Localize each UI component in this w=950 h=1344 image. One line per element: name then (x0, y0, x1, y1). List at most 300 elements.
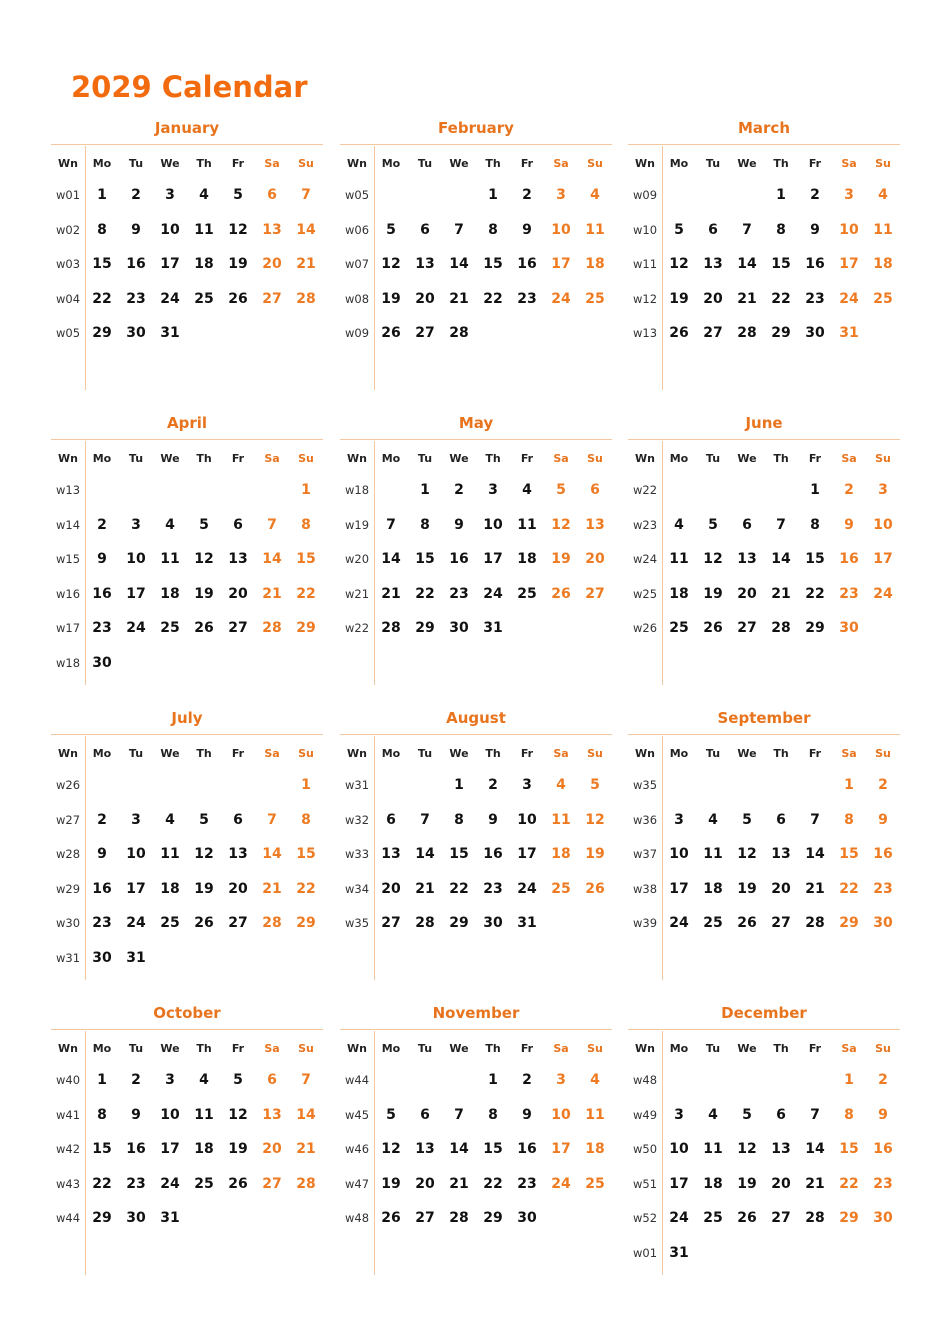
weekday-header: Tu (417, 452, 433, 465)
day-cell: 4 (199, 187, 209, 203)
day-cell: 5 (556, 482, 566, 498)
week-number: w12 (632, 291, 658, 306)
day-cell: 17 (160, 256, 180, 273)
day-cell: 15 (483, 256, 503, 273)
day-cell: 27 (262, 1175, 282, 1192)
day-cell: 4 (199, 1072, 209, 1088)
weekday-header: Sa (264, 747, 280, 760)
day-cell: 28 (805, 1210, 825, 1227)
day-cell: 2 (131, 187, 141, 203)
month-july (51, 707, 323, 979)
weekday-header: Mo (92, 747, 112, 760)
week-number: w31 (55, 951, 81, 965)
day-cell: 17 (669, 880, 689, 897)
day-cell: 2 (810, 187, 820, 203)
day-cell: 25 (703, 1210, 723, 1227)
day-cell: 8 (844, 811, 854, 828)
day-cell: 24 (873, 585, 893, 602)
week-number: w03 (55, 257, 81, 272)
day-cell: 1 (776, 187, 786, 203)
day-cell: 16 (873, 846, 893, 863)
day-cell: 4 (590, 187, 600, 203)
day-cell: 31 (160, 1210, 180, 1227)
week-number: w01 (55, 188, 81, 202)
weekday-header: Wn (58, 1042, 78, 1055)
weekday-header: Fr (520, 157, 534, 170)
day-cell: 18 (160, 880, 180, 897)
day-cell: 31 (839, 325, 859, 342)
day-cell: 4 (165, 516, 175, 533)
weekday-header: Fr (808, 747, 822, 760)
month-march (628, 117, 900, 389)
day-cell: 9 (454, 516, 464, 533)
day-cell: 12 (669, 256, 689, 273)
day-cell: 24 (517, 880, 537, 897)
day-cell: 19 (703, 585, 723, 602)
day-cell: 21 (262, 585, 282, 602)
day-cell: 23 (517, 1175, 537, 1192)
day-cell: 25 (551, 880, 571, 897)
day-cell: 25 (703, 915, 723, 932)
weekday-header: Th (196, 1042, 212, 1055)
day-cell: 27 (737, 620, 757, 637)
week-number: w48 (344, 1211, 370, 1226)
day-cell: 6 (233, 516, 243, 533)
day-cell: 18 (160, 585, 180, 602)
day-cell: 20 (415, 1175, 435, 1192)
day-cell: 7 (386, 516, 396, 533)
week-number: w44 (344, 1073, 370, 1087)
day-cell: 28 (449, 325, 469, 342)
day-cell: 7 (454, 1106, 464, 1123)
day-cell: 1 (454, 777, 464, 793)
month-name: July (171, 709, 203, 727)
weekday-header: Fr (520, 1042, 534, 1055)
weekday-header: Th (485, 747, 501, 760)
weekday-header: Th (196, 157, 212, 170)
day-cell: 10 (483, 516, 503, 533)
weekday-header: Sa (553, 1042, 569, 1055)
day-cell: 12 (703, 551, 723, 568)
weekday-header: Mo (92, 452, 112, 465)
day-cell: 27 (228, 620, 248, 637)
week-number: w09 (632, 188, 658, 202)
day-cell: 26 (669, 325, 689, 342)
day-cell: 9 (522, 221, 532, 238)
week-number: w20 (344, 552, 370, 567)
day-cell: 18 (585, 256, 605, 273)
day-cell: 22 (839, 880, 859, 897)
month-name: August (446, 709, 506, 727)
header-divider (628, 144, 900, 145)
weekday-header: Su (875, 157, 891, 170)
day-cell: 3 (674, 1106, 684, 1123)
day-cell: 5 (742, 811, 752, 828)
day-cell: 18 (669, 585, 689, 602)
day-cell: 15 (839, 1141, 859, 1158)
header-divider (628, 734, 900, 735)
week-number: w46 (344, 1142, 370, 1157)
day-cell: 2 (454, 482, 464, 498)
day-cell: 26 (703, 620, 723, 637)
day-cell: 28 (449, 1210, 469, 1227)
week-number: w13 (632, 326, 658, 341)
day-cell: 30 (839, 620, 859, 637)
day-cell: 7 (776, 516, 786, 533)
day-cell: 29 (92, 1210, 112, 1227)
day-cell: 19 (228, 1141, 248, 1158)
day-cell: 22 (296, 880, 316, 897)
day-cell: 29 (415, 620, 435, 637)
day-cell: 14 (262, 551, 282, 568)
day-cell: 7 (267, 516, 277, 533)
day-cell: 18 (585, 1141, 605, 1158)
day-cell: 16 (839, 551, 859, 568)
day-cell: 23 (483, 880, 503, 897)
header-divider (51, 144, 323, 145)
weekday-header: Mo (92, 1042, 112, 1055)
day-cell: 17 (669, 1175, 689, 1192)
day-cell: 18 (551, 846, 571, 863)
weekday-header: Mo (381, 452, 401, 465)
day-cell: 3 (556, 1072, 566, 1088)
day-cell: 22 (483, 1175, 503, 1192)
weekday-header: Sa (841, 452, 857, 465)
day-cell: 4 (522, 482, 532, 498)
weekday-header: Fr (231, 452, 245, 465)
day-cell: 28 (262, 620, 282, 637)
week-number: w32 (344, 812, 370, 827)
day-cell: 30 (126, 1210, 146, 1227)
day-cell: 26 (228, 290, 248, 307)
day-cell: 29 (296, 915, 316, 932)
day-cell: 28 (381, 620, 401, 637)
week-number: w26 (55, 778, 81, 792)
day-cell: 22 (296, 585, 316, 602)
weekday-header: Sa (841, 1042, 857, 1055)
week-number: w34 (344, 881, 370, 896)
day-cell: 9 (131, 1106, 141, 1123)
day-cell: 6 (233, 811, 243, 828)
day-cell: 7 (810, 811, 820, 828)
month-april (51, 412, 323, 684)
day-cell: 13 (262, 221, 282, 238)
weekday-header: Tu (128, 157, 144, 170)
day-cell: 20 (262, 1141, 282, 1158)
day-cell: 27 (262, 290, 282, 307)
day-cell: 6 (776, 1106, 786, 1123)
day-cell: 27 (771, 1210, 791, 1227)
day-cell: 20 (381, 880, 401, 897)
day-cell: 11 (194, 221, 214, 238)
weekday-header: We (737, 157, 757, 170)
day-cell: 10 (517, 811, 537, 828)
day-cell: 4 (708, 1106, 718, 1123)
day-cell: 27 (585, 585, 605, 602)
day-cell: 21 (805, 1175, 825, 1192)
day-cell: 27 (415, 325, 435, 342)
weekday-header: Fr (808, 452, 822, 465)
week-number: w43 (55, 1176, 81, 1191)
day-cell: 1 (844, 1072, 854, 1088)
day-cell: 21 (415, 880, 435, 897)
day-cell: 18 (517, 551, 537, 568)
weekday-header: We (737, 452, 757, 465)
day-cell: 19 (737, 1175, 757, 1192)
week-number: w21 (344, 586, 370, 601)
weekday-header: Wn (635, 452, 655, 465)
weekday-header: Sa (264, 452, 280, 465)
header-divider (340, 439, 612, 440)
day-cell: 20 (415, 290, 435, 307)
month-january (51, 117, 323, 389)
week-number: w52 (632, 1211, 658, 1226)
weekday-header: Tu (128, 452, 144, 465)
day-cell: 12 (551, 516, 571, 533)
day-cell: 24 (126, 915, 146, 932)
day-cell: 22 (483, 290, 503, 307)
day-cell: 23 (126, 1175, 146, 1192)
week-number: w17 (55, 621, 81, 636)
day-cell: 15 (415, 551, 435, 568)
day-cell: 29 (771, 325, 791, 342)
day-cell: 13 (381, 846, 401, 863)
weekday-header: Su (587, 1042, 603, 1055)
day-cell: 11 (873, 221, 893, 238)
month-september (628, 707, 900, 979)
day-cell: 25 (160, 620, 180, 637)
day-cell: 18 (873, 256, 893, 273)
day-cell: 8 (301, 811, 311, 828)
day-cell: 13 (703, 256, 723, 273)
day-cell: 28 (296, 1175, 316, 1192)
day-cell: 6 (386, 811, 396, 828)
month-name: February (438, 119, 514, 137)
week-number: w35 (344, 916, 370, 931)
day-cell: 13 (228, 551, 248, 568)
weekday-header: Wn (347, 452, 367, 465)
day-cell: 2 (522, 187, 532, 203)
month-august (340, 707, 612, 979)
day-cell: 5 (674, 221, 684, 238)
day-cell: 9 (878, 811, 888, 828)
day-cell: 10 (126, 846, 146, 863)
day-cell: 30 (126, 325, 146, 342)
month-name: May (458, 414, 494, 432)
weekday-header: Sa (553, 452, 569, 465)
week-number: w04 (55, 291, 81, 306)
day-cell: 26 (737, 915, 757, 932)
day-cell: 13 (415, 256, 435, 273)
day-cell: 19 (585, 846, 605, 863)
day-cell: 7 (810, 1106, 820, 1123)
month-name: September (717, 709, 811, 727)
week-number: w23 (632, 517, 658, 532)
day-cell: 16 (92, 880, 112, 897)
day-cell: 29 (839, 1210, 859, 1227)
day-cell: 23 (873, 1175, 893, 1192)
day-cell: 31 (669, 1245, 689, 1261)
week-number: w42 (55, 1142, 81, 1157)
day-cell: 9 (844, 516, 854, 533)
day-cell: 7 (267, 811, 277, 828)
day-cell: 15 (296, 846, 316, 863)
day-cell: 14 (262, 846, 282, 863)
week-number: w22 (632, 483, 658, 497)
month-october (51, 1002, 323, 1274)
day-cell: 28 (296, 290, 316, 307)
day-cell: 19 (381, 1175, 401, 1192)
day-cell: 25 (160, 915, 180, 932)
weekday-header: We (449, 157, 469, 170)
day-cell: 26 (194, 620, 214, 637)
weekday-header: Mo (381, 1042, 401, 1055)
weekday-header: We (160, 747, 180, 760)
day-cell: 17 (517, 846, 537, 863)
day-cell: 26 (381, 1210, 401, 1227)
week-number: w47 (344, 1176, 370, 1191)
day-cell: 24 (551, 290, 571, 307)
weekday-header: Su (298, 1042, 314, 1055)
day-cell: 14 (296, 221, 316, 238)
day-cell: 12 (585, 811, 605, 828)
week-number: w02 (55, 222, 81, 237)
week-number: w50 (632, 1142, 658, 1157)
week-number: w10 (632, 222, 658, 237)
weekday-header: Mo (669, 157, 689, 170)
weekday-header: Mo (92, 157, 112, 170)
week-number: w13 (55, 483, 81, 497)
day-cell: 29 (805, 620, 825, 637)
weekday-header: Fr (231, 1042, 245, 1055)
day-cell: 23 (126, 290, 146, 307)
day-cell: 9 (131, 221, 141, 238)
week-number: w11 (632, 257, 658, 272)
day-cell: 19 (737, 880, 757, 897)
day-cell: 6 (590, 482, 600, 498)
weekday-header: Th (485, 452, 501, 465)
day-cell: 1 (810, 482, 820, 498)
day-cell: 22 (805, 585, 825, 602)
day-cell: 16 (873, 1141, 893, 1158)
day-cell: 27 (381, 915, 401, 932)
day-cell: 2 (488, 777, 498, 793)
day-cell: 16 (126, 256, 146, 273)
day-cell: 15 (92, 1141, 112, 1158)
weekday-header: Th (485, 157, 501, 170)
week-number: w18 (55, 656, 81, 670)
day-cell: 17 (126, 585, 146, 602)
weekday-header: Th (196, 747, 212, 760)
day-cell: 4 (674, 516, 684, 533)
day-cell: 25 (585, 290, 605, 307)
week-number: w38 (632, 881, 658, 896)
day-cell: 20 (585, 551, 605, 568)
day-cell: 28 (262, 915, 282, 932)
day-cell: 11 (703, 846, 723, 863)
weekday-header: Sa (553, 157, 569, 170)
day-cell: 5 (233, 1072, 243, 1088)
day-cell: 3 (674, 811, 684, 828)
day-cell: 27 (703, 325, 723, 342)
day-cell: 14 (415, 846, 435, 863)
week-number: w01 (632, 1246, 658, 1260)
day-cell: 18 (703, 880, 723, 897)
day-cell: 10 (160, 221, 180, 238)
day-cell: 19 (669, 290, 689, 307)
weekday-header: Th (485, 1042, 501, 1055)
day-cell: 5 (386, 1106, 396, 1123)
week-number: w14 (55, 517, 81, 532)
day-cell: 18 (194, 256, 214, 273)
weekday-header: Su (587, 157, 603, 170)
weekday-header: Su (587, 452, 603, 465)
header-divider (340, 1029, 612, 1030)
day-cell: 24 (839, 290, 859, 307)
day-cell: 3 (556, 187, 566, 203)
week-number: w48 (632, 1073, 658, 1087)
day-cell: 10 (551, 221, 571, 238)
day-cell: 11 (517, 516, 537, 533)
week-number: w30 (55, 916, 81, 931)
day-cell: 16 (517, 256, 537, 273)
day-cell: 16 (92, 585, 112, 602)
day-cell: 15 (483, 1141, 503, 1158)
weekday-header: Mo (381, 747, 401, 760)
day-cell: 1 (301, 482, 311, 498)
day-cell: 5 (233, 187, 243, 203)
day-cell: 17 (126, 880, 146, 897)
week-number: w45 (344, 1107, 370, 1122)
weekday-header: Sa (264, 1042, 280, 1055)
day-cell: 6 (420, 1106, 430, 1123)
day-cell: 5 (590, 777, 600, 793)
weekday-header: We (160, 1042, 180, 1055)
day-cell: 14 (449, 1141, 469, 1158)
day-cell: 21 (771, 585, 791, 602)
day-cell: 24 (669, 1210, 689, 1227)
week-number: w07 (344, 257, 370, 272)
month-june (628, 412, 900, 684)
week-number: w36 (632, 812, 658, 827)
day-cell: 26 (551, 585, 571, 602)
day-cell: 13 (228, 846, 248, 863)
weekday-header: Tu (128, 747, 144, 760)
day-cell: 11 (585, 1106, 605, 1123)
month-name: October (153, 1004, 221, 1022)
day-cell: 6 (267, 1072, 277, 1088)
day-cell: 13 (585, 516, 605, 533)
day-cell: 12 (194, 551, 214, 568)
day-cell: 29 (839, 915, 859, 932)
day-cell: 2 (131, 1072, 141, 1088)
day-cell: 17 (483, 551, 503, 568)
day-cell: 16 (449, 551, 469, 568)
weekday-header: Su (875, 747, 891, 760)
weekday-header: Wn (58, 747, 78, 760)
week-number: w05 (344, 188, 370, 202)
day-cell: 26 (585, 880, 605, 897)
weekday-header: Th (773, 157, 789, 170)
day-cell: 3 (131, 516, 141, 533)
day-cell: 10 (839, 221, 859, 238)
day-cell: 31 (483, 620, 503, 637)
weekday-header: Tu (705, 747, 721, 760)
day-cell: 8 (454, 811, 464, 828)
week-number: w24 (632, 552, 658, 567)
day-cell: 15 (839, 846, 859, 863)
day-cell: 4 (165, 811, 175, 828)
